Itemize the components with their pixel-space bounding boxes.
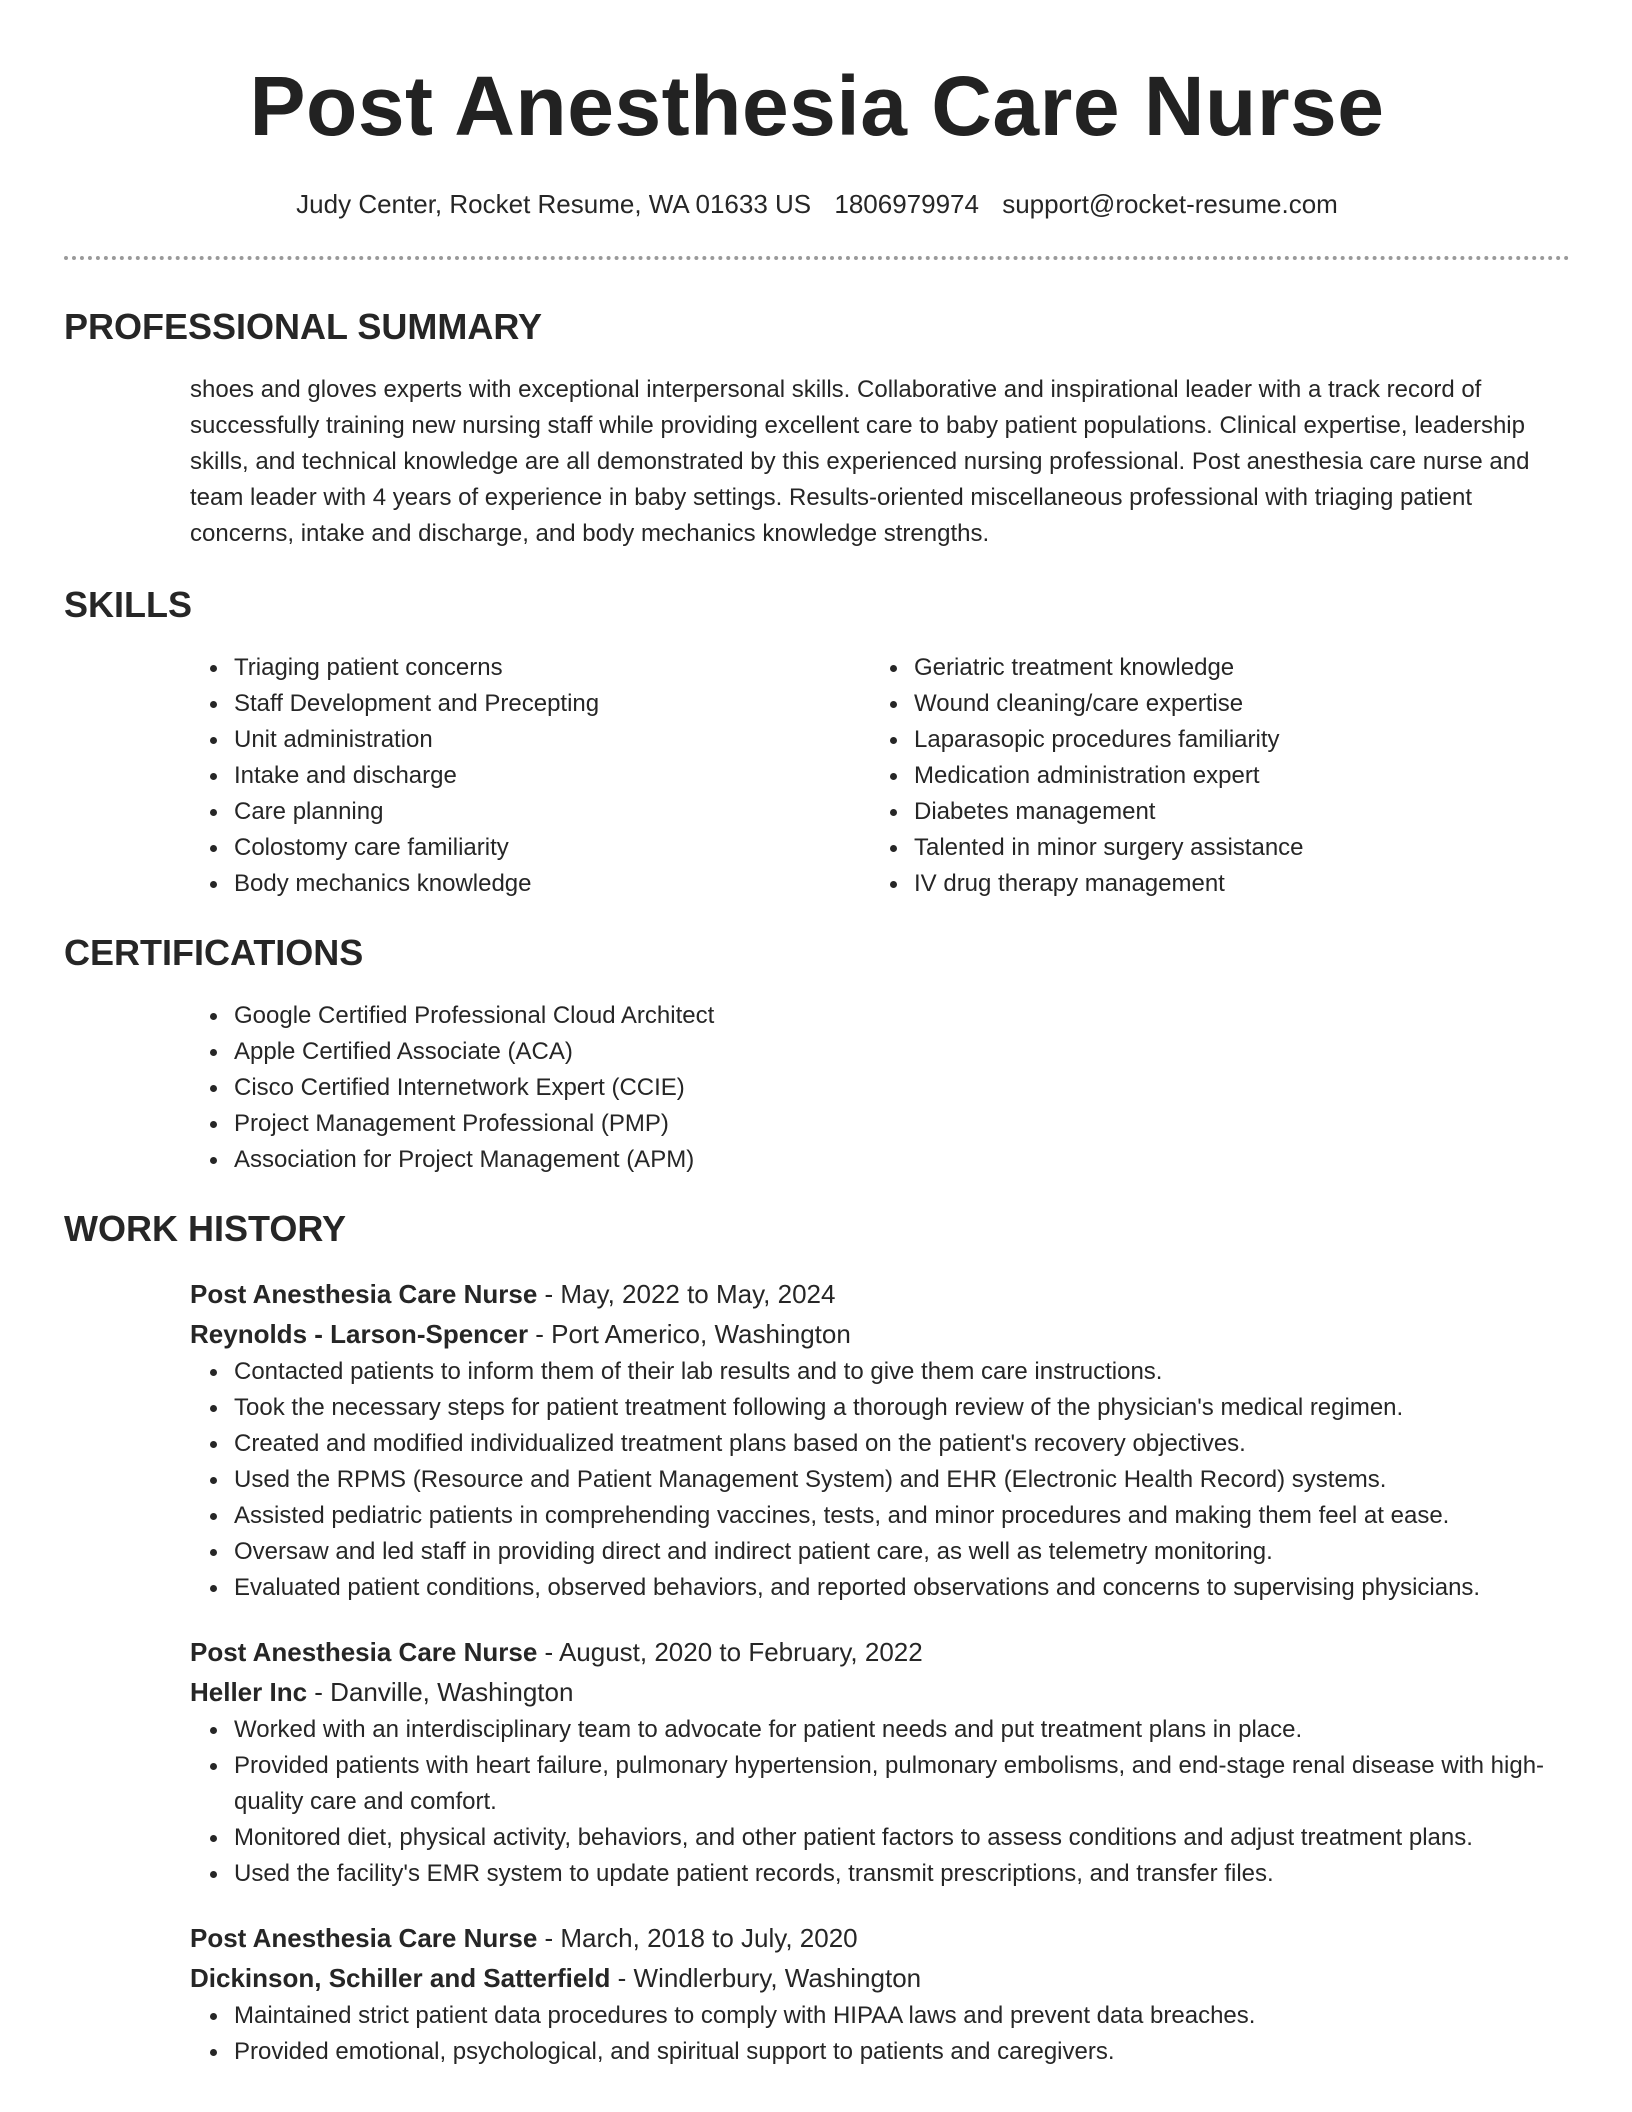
certifications-body — [190, 998, 1570, 1178]
skills-section — [64, 582, 1570, 902]
job-dates: - August, 2020 to February, 2022 — [537, 1637, 923, 1667]
skill-item: Staff Development and Precepting — [234, 686, 870, 722]
skill-item: Talented in minor surgery assistance — [914, 830, 1550, 866]
job-entry — [190, 1918, 1570, 2070]
summary-text: shoes and gloves experts with exceptional interpersonal skills. Collaborative and inspirational leader with a track record of successfully training new nursing staff while providing excellent care to baby patient populations. Clinical expertise, leadership skills, and technical knowledge are all demonstrated by this experienced nursing professional. Post anesthesia care nurse and team leader with 4 years of experience in baby settings. Results-oriented miscellaneous professional with triaging patient concerns, intake and discharge, and body mechanics knowledge strengths. — [190, 376, 1530, 547]
job-bullet: Assisted pediatric patients in comprehending vaccines, tests, and minor procedures and making them feel at ease. — [234, 1498, 1570, 1534]
job-employer-line — [190, 1314, 1570, 1354]
work-history-body — [190, 1274, 1570, 2070]
job-bullet: Worked with an interdisciplinary team to advocate for patient needs and put treatment plans in place. — [234, 1712, 1570, 1748]
skill-item: Care planning — [234, 794, 870, 830]
certification-item: Apple Certified Associate (ACA) — [234, 1034, 1570, 1070]
job-dates: - March, 2018 to July, 2020 — [537, 1923, 858, 1953]
certifications-heading: CERTIFICATIONS — [64, 932, 364, 973]
summary-heading: PROFESSIONAL SUMMARY — [64, 306, 543, 347]
summary-body — [190, 372, 1570, 552]
skill-item: Intake and discharge — [234, 758, 870, 794]
job-bullet: Used the RPMS (Resource and Patient Management System) and EHR (Electronic Health Record) systems. — [234, 1462, 1570, 1498]
work-history-heading: WORK HISTORY — [64, 1208, 347, 1249]
job-title-line — [190, 1274, 1570, 1314]
skill-item: Laparasopic procedures familiarity — [914, 722, 1550, 758]
job-location: - Windlerbury, Washington — [610, 1963, 922, 1993]
job-title-line — [190, 1918, 1570, 1958]
certification-item: Cisco Certified Internetwork Expert (CCIE) — [234, 1070, 1570, 1106]
contact-info — [64, 186, 1570, 222]
skill-item: Diabetes management — [914, 794, 1550, 830]
job-bullet: Contacted patients to inform them of their lab results and to give them care instructions. — [234, 1354, 1570, 1390]
job-bullet: Took the necessary steps for patient treatment following a thorough review of the physician's medical regimen. — [234, 1390, 1570, 1426]
job-title: Post Anesthesia Care Nurse — [190, 1923, 538, 1953]
job-bullet: Monitored diet, physical activity, behaviors, and other patient factors to assess conditions and adjust treatment plans. — [234, 1820, 1570, 1856]
skill-item: Geriatric treatment knowledge — [914, 650, 1550, 686]
certifications-section — [64, 930, 1570, 1178]
job-employer: Reynolds - Larson-Spencer — [190, 1319, 529, 1349]
job-dates: - May, 2022 to May, 2024 — [537, 1279, 836, 1309]
job-entry — [190, 1274, 1570, 1606]
job-location: - Danville, Washington — [307, 1677, 574, 1707]
job-entry — [190, 1632, 1570, 1892]
contact-address: Judy Center, Rocket Resume, WA 01633 US — [296, 189, 812, 219]
job-bullet: Provided patients with heart failure, pulmonary hypertension, pulmonary embolisms, and end-stage renal disease with high-quality care and comfort. — [234, 1748, 1570, 1820]
certification-item: Association for Project Management (APM) — [234, 1142, 1570, 1178]
job-bullet: Maintained strict patient data procedures to comply with HIPAA laws and prevent data breaches. — [234, 1998, 1570, 2034]
skill-item: Unit administration — [234, 722, 870, 758]
skills-column-left — [190, 650, 870, 902]
skill-item: Colostomy care familiarity — [234, 830, 870, 866]
job-employer-line — [190, 1672, 1570, 1712]
job-bullet: Created and modified individualized treatment plans based on the patient's recovery objectives. — [234, 1426, 1570, 1462]
job-location: - Port Americo, Washington — [528, 1319, 851, 1349]
job-title: Post Anesthesia Care Nurse — [190, 1637, 538, 1667]
job-bullet: Evaluated patient conditions, observed behaviors, and reported observations and concerns to supervising physicians. — [234, 1570, 1570, 1606]
skills-column-right — [870, 650, 1550, 902]
contact-email[interactable]: support@rocket-resume.com — [1002, 189, 1338, 219]
skill-item: Wound cleaning/care expertise — [914, 686, 1550, 722]
skill-item: IV drug therapy management — [914, 866, 1550, 902]
job-bullet: Used the facility's EMR system to update patient records, transmit prescriptions, and transfer files. — [234, 1856, 1570, 1892]
job-bullet: Provided emotional, psychological, and spiritual support to patients and caregivers. — [234, 2034, 1570, 2070]
skill-item: Body mechanics knowledge — [234, 866, 870, 902]
job-title-line — [190, 1632, 1570, 1672]
skill-item: Triaging patient concerns — [234, 650, 870, 686]
skills-grid — [190, 650, 1570, 902]
certification-item: Project Management Professional (PMP) — [234, 1106, 1570, 1142]
job-bullet: Oversaw and led staff in providing direct and indirect patient care, as well as telemetry monitoring. — [234, 1534, 1570, 1570]
job-title: Post Anesthesia Care Nurse — [190, 1279, 538, 1309]
skill-item: Medication administration expert — [914, 758, 1550, 794]
resume-page — [64, 0, 1570, 2096]
certification-item: Google Certified Professional Cloud Architect — [234, 998, 1570, 1034]
job-employer-line — [190, 1958, 1570, 1998]
job-employer: Heller Inc — [190, 1677, 308, 1707]
summary-section — [64, 304, 1570, 552]
job-employer: Dickinson, Schiller and Satterfield — [190, 1963, 611, 1993]
work-history-section — [64, 1206, 1570, 2070]
skills-heading: SKILLS — [64, 584, 193, 625]
contact-phone: 1806979974 — [834, 189, 979, 219]
header-divider — [64, 256, 1570, 260]
resume-title: Post Anesthesia Care Nurse — [249, 59, 1385, 153]
